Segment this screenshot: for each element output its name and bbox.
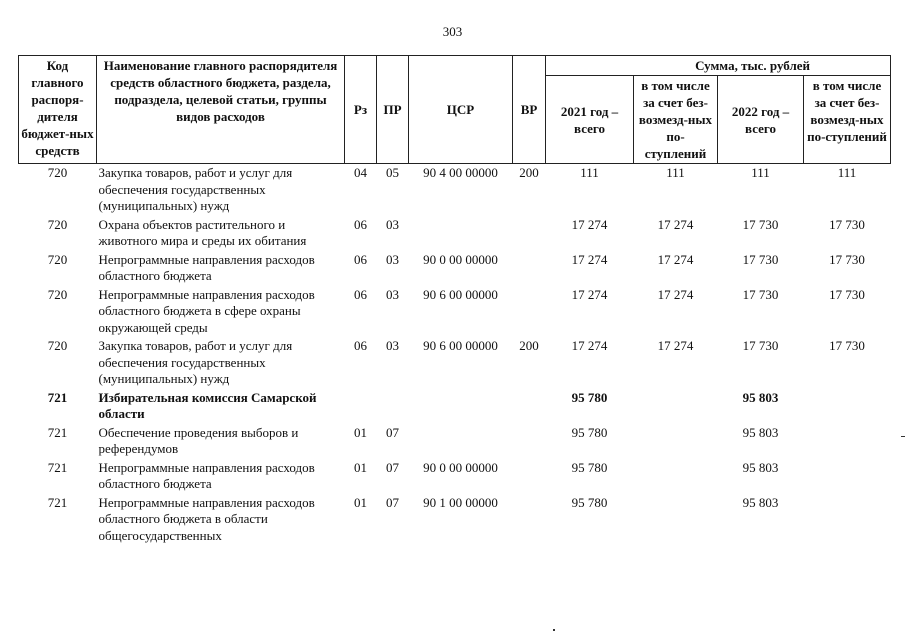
row-name: Непрограммные направления расходов областного бюджета (98, 251, 315, 283)
header-code: Код главного распоря-дителя бюджет-ных средств (19, 56, 97, 164)
row-2022-gratuitous: 111 (837, 165, 857, 180)
row-2021-gratuitous: 17 274 (657, 286, 694, 302)
row-vr (513, 251, 546, 286)
row-csr: 90 0 00 00000 (423, 459, 498, 475)
row-2021-total: 17 274 (571, 251, 608, 267)
row-csr (409, 424, 513, 459)
row-2022-gratuitous: 17 730 (829, 286, 865, 302)
header-pr: ПР (377, 56, 409, 164)
row-csr: 90 4 00 00000 (423, 165, 498, 180)
table-row (19, 389, 891, 424)
row-code: 720 (47, 286, 68, 302)
row-2022-total: 95 803 (742, 494, 779, 510)
row-name: Непрограммные направления расходов областного бюджета в области общегосударственных (98, 494, 315, 543)
row-vr (513, 459, 546, 494)
row-rz: 01 (354, 494, 367, 510)
row-2022-gratuitous: 17 730 (829, 216, 865, 232)
header-csr: ЦСР (409, 56, 513, 164)
row-2021-total: 17 274 (571, 338, 608, 353)
row-code: 720 (47, 251, 68, 267)
row-code: 720 (47, 216, 68, 232)
row-pr: 07 (386, 459, 399, 475)
row-2021-gratuitous (634, 494, 718, 546)
row-2021-total: 95 780 (571, 424, 608, 440)
row-rz: 06 (354, 251, 367, 267)
table-row (19, 459, 891, 494)
row-2022-gratuitous: 17 730 (829, 338, 865, 353)
row-2021-total: 17 274 (571, 216, 608, 232)
row-csr: 90 6 00 00000 (423, 338, 498, 353)
row-rz: 04 (354, 165, 367, 180)
row-pr (377, 389, 409, 424)
row-2021-gratuitous: 17 274 (657, 216, 694, 232)
row-name: Непрограммные направления расходов областного бюджета (98, 459, 315, 491)
row-2021-total: 95 780 (571, 459, 608, 475)
row-2022-total: 17 730 (742, 251, 779, 267)
row-2022-gratuitous: 17 730 (829, 251, 865, 267)
header-2021-gratuitous: в том числе за счет без-возмезд-ных по-ступлений (634, 76, 718, 164)
header-name: Наименование главного распорядителя средств областного бюджета, раздела, подраздела, целевой статьи, группы видов расходов (97, 56, 345, 164)
row-rz: 06 (354, 338, 367, 353)
row-name: Обеспечение проведения выборов и референдумов (98, 424, 299, 456)
row-vr (513, 216, 546, 251)
row-pr: 05 (386, 165, 399, 180)
row-vr: 200 (519, 165, 539, 180)
row-rz: 01 (354, 424, 367, 440)
row-2021-gratuitous: 111 (666, 165, 685, 180)
row-csr (409, 216, 513, 251)
budget-table (18, 55, 891, 545)
row-2021-total: 17 274 (571, 286, 608, 302)
row-2021-gratuitous: 17 274 (657, 338, 694, 353)
row-rz (345, 389, 377, 424)
row-name: Избирательная комиссия Самарской области (98, 389, 317, 421)
table-row (19, 337, 891, 389)
row-name: Закупка товаров, работ и услуг для обеспечения государственных (муниципальных) нужд (98, 338, 293, 386)
table-header (19, 56, 891, 164)
row-2021-gratuitous: 17 274 (657, 251, 694, 267)
table-row (19, 251, 891, 286)
row-2021-total: 95 780 (571, 494, 608, 510)
row-2022-total: 17 730 (742, 286, 779, 302)
row-vr (513, 389, 546, 424)
row-name: Охрана объектов растительного и животного мира и среды их обитания (98, 216, 307, 248)
row-code: 721 (47, 389, 68, 405)
row-vr (513, 286, 546, 338)
table-row (19, 216, 891, 251)
row-rz: 06 (354, 216, 367, 232)
row-2021-gratuitous (634, 389, 718, 424)
row-2022-total: 17 730 (742, 338, 779, 353)
row-csr (409, 389, 513, 424)
page-number: 303 (442, 24, 463, 39)
table-row (19, 286, 891, 338)
header-rz: Рз (345, 56, 377, 164)
table-body (19, 164, 891, 546)
row-2022-gratuitous (804, 459, 891, 494)
row-code: 721 (47, 424, 68, 440)
row-rz: 01 (354, 459, 367, 475)
row-pr: 03 (386, 286, 399, 302)
row-2022-total: 95 803 (742, 389, 779, 405)
header-vr: ВР (513, 56, 546, 164)
header-2021-total: 2021 год – всего (546, 76, 634, 164)
row-2022-total: 95 803 (742, 424, 779, 440)
row-2022-total: 95 803 (742, 459, 779, 475)
header-2022-gratuitous: в том числе за счет без-возмезд-ных по-ступлений (804, 76, 891, 164)
row-vr (513, 494, 546, 546)
table-row (19, 424, 891, 459)
row-pr: 07 (386, 494, 399, 510)
header-2022-total: 2022 год – всего (718, 76, 804, 164)
row-rz: 06 (354, 286, 367, 302)
dot-mark (553, 629, 555, 631)
row-2022-total: 17 730 (742, 216, 779, 232)
row-pr: 03 (386, 216, 399, 232)
row-pr: 07 (386, 424, 399, 440)
row-2022-gratuitous (804, 389, 891, 424)
row-name: Закупка товаров, работ и услуг для обеспечения государственных (муниципальных) нужд (98, 165, 293, 213)
row-csr: 90 1 00 00000 (423, 494, 498, 510)
header-sum-group: Сумма, тыс. рублей (546, 56, 891, 76)
row-code: 721 (47, 459, 68, 475)
row-vr (513, 424, 546, 459)
table-row (19, 494, 891, 546)
row-pr: 03 (386, 338, 399, 353)
row-code: 720 (47, 338, 68, 353)
row-2021-total: 95 780 (571, 389, 608, 405)
row-2022-gratuitous (804, 494, 891, 546)
row-2022-gratuitous (804, 424, 891, 459)
row-2021-gratuitous (634, 459, 718, 494)
row-pr: 03 (386, 251, 399, 267)
row-2022-total: 111 (751, 165, 770, 180)
row-csr: 90 6 00 00000 (423, 286, 498, 302)
table-row (19, 164, 891, 216)
edge-mark (901, 436, 905, 437)
row-vr: 200 (519, 338, 539, 353)
row-2021-total: 111 (580, 165, 599, 180)
row-name: Непрограммные направления расходов областного бюджета в сфере охраны окружающей среды (98, 286, 315, 335)
row-code: 721 (47, 494, 68, 510)
row-csr: 90 0 00 00000 (423, 251, 498, 267)
row-2021-gratuitous (634, 424, 718, 459)
row-code: 720 (47, 165, 68, 180)
